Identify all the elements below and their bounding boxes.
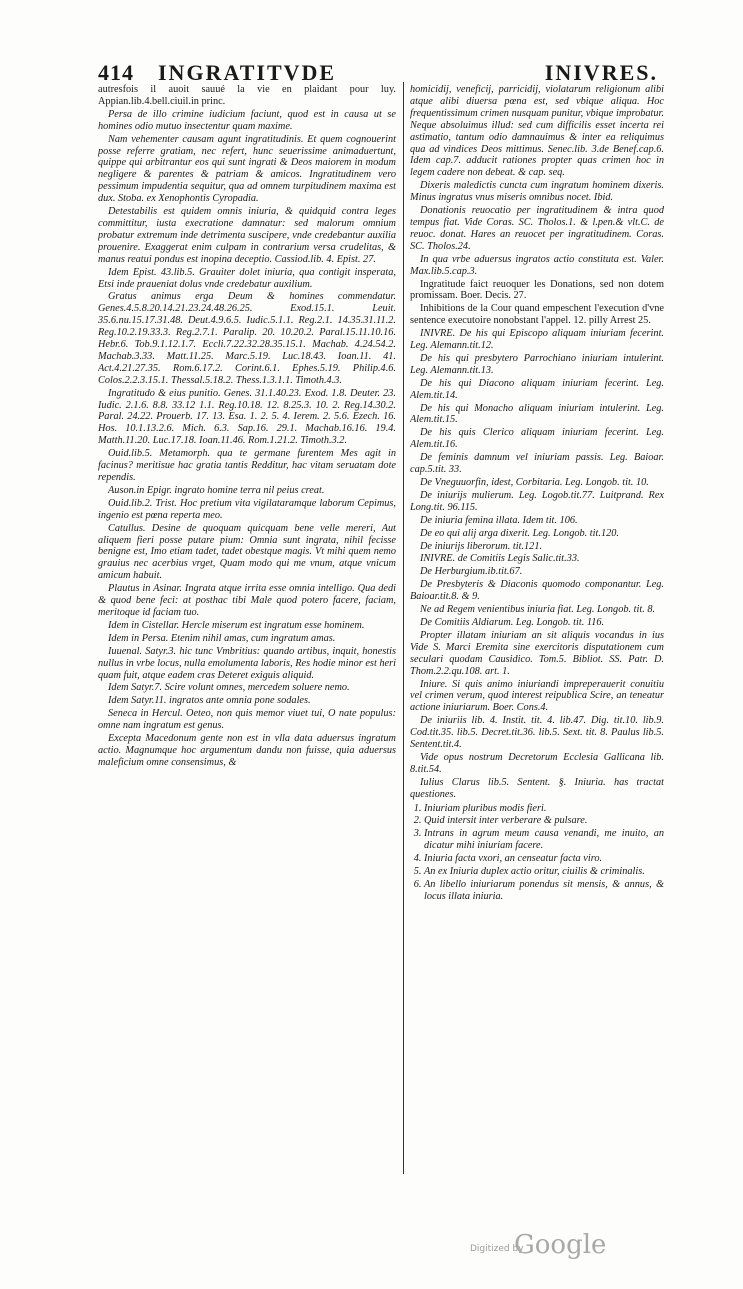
- left-column-paragraph: Idem in Persa. Etenim nihil amas, cum ingratum amas.: [108, 632, 336, 644]
- question-item: 4. Iniuria facta vxori, an censeatur facta viro.: [424, 853, 664, 865]
- left-column-paragraph: Auson.in Epigr. ingrato homine terra nil peius creat.: [108, 484, 325, 496]
- right-column-paragraph: INIVRE. De his qui Episcopo aliquam iniuriam fecerint. Leg. Alemann.tit.12.: [410, 328, 664, 352]
- question-item: 3. Intrans in agrum meum causa venandi, me inuito, an dicatur mihi iniuriam facere.: [424, 828, 664, 852]
- left-column-paragraph: Idem in Cistellar. Hercle miserum est ingratum esse hominem.: [108, 619, 365, 631]
- left-column-paragraph: Idem Epist. 43.lib.5. Grauiter dolet iniuria, qua contigit insperata, Etsi inde praueniat dolus vnde credebatur auxilium.: [98, 266, 396, 290]
- left-column-paragraph: Persa de illo crimine iudicium faciunt, quod est in causa ut se homines odio mutuo insectentur quam maxime.: [98, 108, 396, 132]
- left-column-paragraph: Ouid.lib.5. Metamorph. qua te germane furentem Mes agit in facinus? meritisue hac gratia tantis Redditur, hac vitam seruatam dote rependis.: [98, 448, 396, 483]
- right-column-paragraph: INIVRE. de Comitiis Legis Salic.tit.33.: [420, 553, 580, 565]
- question-item: 6. An libello iniuriarum ponendus sit mensis, & annus, & locus illata iniuria.: [424, 879, 664, 903]
- left-column-paragraph: Gratus animus erga Deum & homines commendatur. Genes.4.5.8.20.14.21.23.24.48.26.25. Exod.15.1. Leuit. 35.6.nu.15.17.31.48. Deut.4.9.6.5. Iudic.5.1.1. Reg.2.1. 14.35.31.11.2. Reg.10.2.19.33.3. Reg.2.7.1. Paralip. 20. 10.20.2. Paral.15.11.10.16. Hebr.6. Tob.9.1.12.1.7. Eccli.7.22.32.28.35.15.1. Machab. 4.24.54.2. Machab.3.33. Matt.11.25. Marc.5.19. Luc.18.43. Ioan.11. 41. Act.4.21.27.35. Rom.6.17.2. Corint.6.1. Ephes.5.19. Philip.4.6. Colos.2.2.3.15.1. Thessal.5.18.2. Thess.1.3.1.1. Timoth.4.3.: [98, 291, 396, 386]
- right-column-paragraph: Propter illatam iniuriam an sit aliquis vocandus in ius Vide S. Marci Eremita sine exercitoris disputationem cum seculari quodam Causidico. Tom.5. Bibliot. SS. Patr. D. Thom.2.2.qu.108. art. 1.: [410, 629, 664, 677]
- right-column-paragraph: Inhibitions de la Cour quand empeschent l'execution d'vne sentence executoire nonobstant l'appel. 12. pilly Arrest 25.: [410, 303, 664, 327]
- right-column-paragraph: Ingratitude faict reuoquer les Donations, sed non dotem promissam. Boer. Decis. 27.: [410, 278, 664, 302]
- right-column-paragraph: Ne ad Regem venientibus iniuria fiat. Leg. Longob. tit. 8.: [420, 604, 656, 616]
- right-column-paragraph: De iniurijs mulierum. Leg. Logob.tit.77. Luitprand. Rex Long.tit. 96.115.: [410, 489, 664, 513]
- page-number: 414: [98, 60, 134, 85]
- digitized-by-text: Digitized by: [470, 1244, 524, 1254]
- left-column-paragraph: Idem Satyr.7. Scire volunt omnes, mercedem soluere nemo.: [108, 682, 350, 694]
- right-column-paragraph: De his qui presbytero Parrochiano iniuriam intulerint. Leg. Alemann.tit.13.: [410, 352, 664, 376]
- right-column-paragraph: De Comitiis Aldiarum. Leg. Longob. tit. 116.: [420, 616, 605, 628]
- running-title-right: INIVRES.: [544, 60, 658, 85]
- right-column: [410, 84, 664, 1176]
- right-column-paragraph: De his quis Clerico aliquam iniuriam fecerint. Leg. Alem.tit.16.: [410, 427, 664, 451]
- left-column-paragraph: Seneca in Hercul. Oeteo, non quis memor viuet tui, O nate populus: omne nam ingratum est genus.: [98, 708, 396, 732]
- right-column-paragraph: Donationis reuocatio per ingratitudinem & intra quod tempus fiat. Vide Coras. SC. Tholos.1. & l.pen.& vlt.C. de reuoc. donat. Hares an reuocet per ingratitudinem. Coras. SC. Tholos.24.: [410, 205, 664, 252]
- right-column-paragraph: Iulius Clarus lib.5. Sentent. §. Iniuria. has tractat questiones.: [410, 776, 664, 800]
- right-column-paragraph: De Presbyteris & Diaconis quomodo componantur. Leg. Baioar.tit.8. & 9.: [410, 579, 664, 603]
- question-item: 5. An ex Iniuria duplex actio oritur, ciuilis & criminalis.: [424, 866, 664, 878]
- question-item: 1. Iniuriam pluribus modis fieri.: [424, 803, 664, 815]
- running-title-left: INGRATITVDE: [158, 60, 337, 85]
- left-column-paragraph: Nam vehementer causam agunt ingratitudinis. Et quem cognouerint posse referre gratiam, nec refert, hunc seuerissime animaduertunt, quippe qui arbitrantur eos qui sunt ingrati & Deos maiorem in modum negligere & parentes & patriam & amicos. Ingratitudinem vero pessimum impudentia sequitur, qua ad omnem turpitudinem maxima est dux. Stoba. ex Xenophontis Cyropadia.: [98, 133, 396, 205]
- left-column-paragraph: Excepta Macedonum gente non est in vlla data aduersus ingratum actio. Magnumque hoc argumentum dandu non fuisse, quia aduersus maleficium omne consensimus, &: [98, 733, 396, 768]
- right-column-paragraph: De Vneguuorfin, idest, Corbitaria. Leg. Longob. tit. 10.: [420, 477, 649, 488]
- right-column-paragraph: De Herburgium.ib.tit.67.: [420, 566, 523, 578]
- right-column-paragraph: De iniuriis lib. 4. Instit. tit. 4. lib.47. Dig. tit.10. lib.9. Cod.tit.35. lib.5. Decret.tit.36. lib.5. Sext. tit. 8. Paulus lib.5. Sentent.tit.4.: [410, 715, 664, 751]
- left-column-paragraph: Plautus in Asinar. Ingrata atque irrita esse omnia intelligo. Qua dedi & quod bene feci: at posthac tibi Male quod potero facere, faciam, meritoque id faciam tuo.: [98, 583, 396, 618]
- right-column-paragraphs: [410, 84, 664, 801]
- left-column-paragraph: Catullus. Desine de quoquam quicquam bene velle mereri, Aut aliquem fieri posse putare pium: Omnia sunt ingrata, nihil fecisse benigne est, Imo etiam tadet, tadet obestque magis. Vt mihi quem nemo grauius nec acerbius vrget, Quam modo qui me vnum, atque vnicum amicum habuit.: [98, 522, 396, 582]
- right-column-paragraph: homicidij, veneficij, parricidij, violatarum religionum alibi atque alibi diuersa pœna est, sed vbique aliqua. Hoc frequentissimum crimen nusquam punitur, vbique improbatur. Neque absoluimus illud: sed cum difficilis esset incerta rei astimatio, tantum odio damnauimus & inter ea reliquimus qua ad vindices Deos mittimus. Senec.lib. 3.de Benef.cap.6. Idem cap.7. adducit rationes propter quas crimen hoc in legem cadere non debeat. & cap. seq.: [410, 84, 664, 179]
- right-column-paragraph: Dixeris maledictis cuncta cum ingratum hominem dixeris. Minus ingratus vnus miseris omnibus nocet. Ibid.: [410, 180, 664, 204]
- left-column-paragraph: Iuuenal. Satyr.3. hic tunc Vmbritius: quando artibus, inquit, honestis nullus in vrbe locus, nulla emolumenta laboris, Res hodie minor est heri quam fuit, atque eadem cras Deteret exiguis aliquid.: [98, 645, 396, 681]
- left-column-paragraph: Ingratitudo & eius punitio. Genes. 31.1.40.23. Exod. 1.8. Deuter. 23. Iudic. 2.1.6. 8.8. 33.12 1.1. Reg.10.18. 12. 8.25.3. 10. 2. Reg.14.30.2. Paral. 24.22. Prouerb. 17. 13. Esa. 1. 2. 5. 4. Ierem. 2. 5.6. Ezech. 16. Hos. 10.1.13.2.6. Mich. 6.3. Sap.16. 29.1. Machab.16.16. 19.4. Matth.11.20. Luc.17.18. Ioan.11.46. Rom.1.21.2. Timoth.3.2.: [98, 387, 396, 447]
- left-column-paragraph: autresfois il auoit sauué la vie en plaidant pour luy. Appian.lib.4.bell.ciuil.in princ.: [98, 84, 396, 107]
- digitized-watermark: [470, 1232, 670, 1262]
- right-column-paragraph: De his qui Diacono aliquam iniuriam fecerint. Leg. Alem.tit.14.: [410, 377, 664, 401]
- left-column-paragraph: Detestabilis est quidem omnis iniuria, & quidquid contra leges committitur, iusta execratione damnatur: sed malorum omnium probatur extremum inde detrimenta suscipere, vnde credebantur auxilia prouenire. Exaggerat enim culpam in contrarium versa crudelitas, & manus reatui pondus est inopina deceptio. Cassiod.lib. 4. Epist. 27.: [98, 206, 396, 265]
- right-column-paragraph: Iniure. Si quis animo iniuriandi impreperauerit conuitiu vel crimen verum, quod interest reipublica Scire, an teneatur actione iniuriarum. Boer. Cons.4.: [410, 678, 664, 714]
- question-item: 2. Quid intersit inter verberare & pulsare.: [424, 815, 664, 827]
- column-divider: [403, 82, 404, 1174]
- right-column-paragraph: De feminis damnum vel iniuriam passis. Leg. Baioar. cap.5.tit. 33.: [410, 452, 664, 476]
- right-column-paragraph: De iniuria femina illata. Idem tit. 106.: [420, 514, 578, 526]
- right-column-paragraph: In qua vrbe aduersus ingratos actio constituta est. Valer. Max.lib.5.cap.3.: [410, 253, 664, 277]
- left-column: [98, 84, 396, 1176]
- right-column-paragraph: De eo qui alij arga dixerit. Leg. Longob. tit.120.: [420, 527, 619, 539]
- left-column-paragraph: Ouid.lib.2. Trist. Hoc pretium vita vigilataramque laborum Cepimus, ingenio est pœna reperta meo.: [98, 497, 396, 521]
- right-column-paragraph: De iniurijs liberorum. tit.121.: [420, 540, 543, 552]
- right-column-paragraph: De his qui Monacho aliquam iniuriam intulerint. Leg. Alem.tit.15.: [410, 402, 664, 426]
- left-column-paragraph: Idem Satyr.11. ingratos ante omnia pone sodales.: [108, 695, 311, 707]
- questions-list: [410, 803, 664, 903]
- google-logo: Google: [514, 1230, 607, 1260]
- right-column-paragraph: Vide opus nostrum Decretorum Ecclesia Gallicana lib. 8.tit.54.: [410, 751, 664, 775]
